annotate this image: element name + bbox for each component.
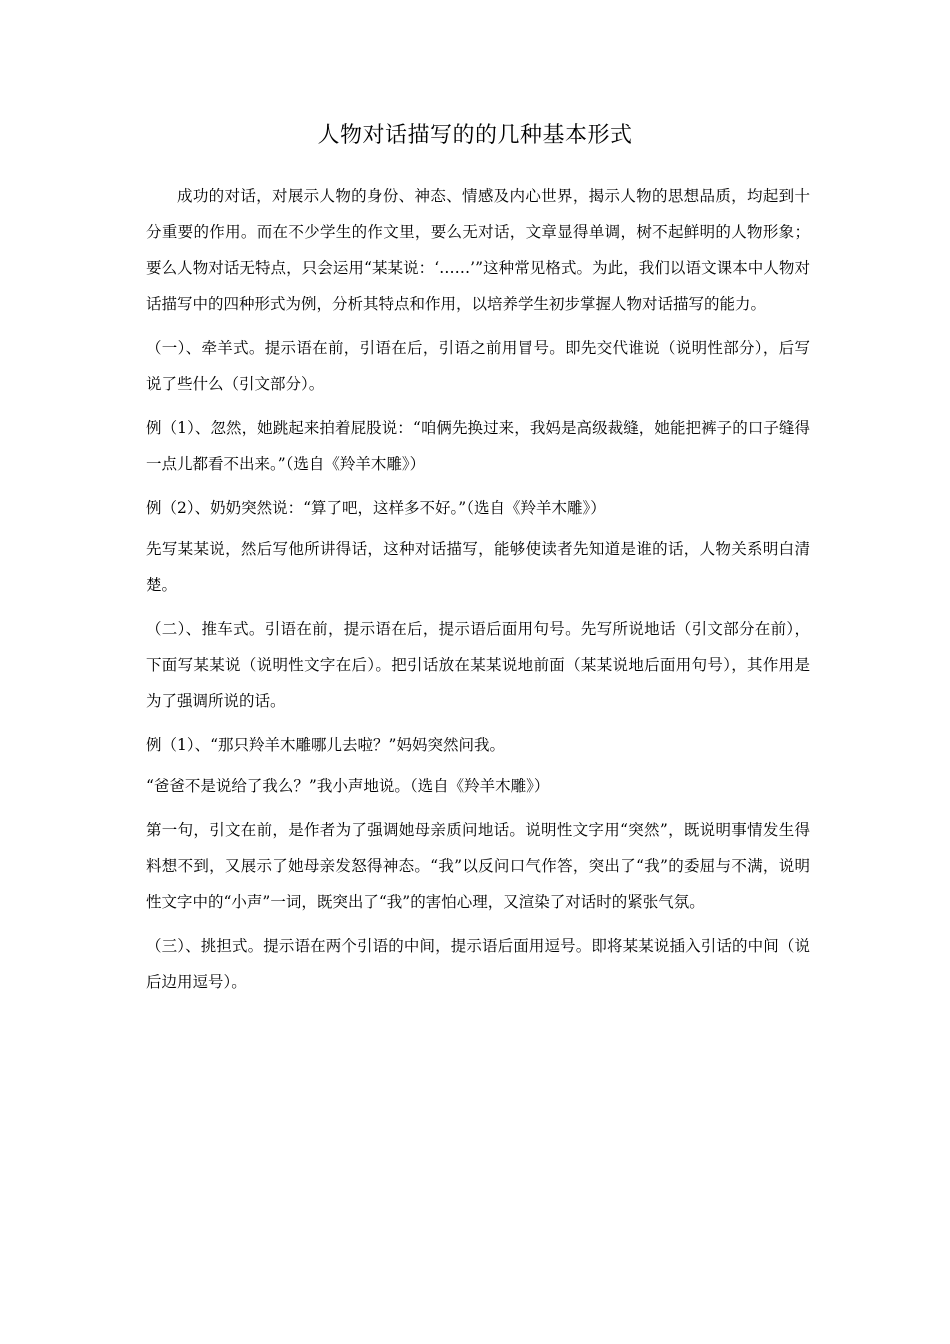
section-heading-one: （一）、牵羊式。提示语在前，引语在后，引语之前用冒号。即先交代谁说（说明性部分），后写说了些什么（引文部分）。 (146, 339, 810, 393)
section-heading-two: （二）、推车式。引语在前，提示语在后，提示语后面用句号。先写所说地话（引文部分在前），下面写某某说（说明性文字在后）。把引话放在某某说地前面（某某说地后面用句号），其作用是为了强调所说的话。 (146, 620, 810, 710)
intro-paragraph: 成功的对话，对展示人物的身份、神态、情感及内心世界，揭示人物的思想品质，均起到十分重要的作用。而在不少学生的作文里，要么无对话，文章显得单调，树不起鲜明的人物形象；要么人物对话无特点，只会运用“某某说：‘……’”这种常见格式。为此，我们以语文课本中人物对话描写中的四种形式为例，分析其特点和作用，以培养学生初步掌握人物对话描写的能力。 (146, 187, 810, 313)
example-paragraph: 例（1）、“那只羚羊木雕哪儿去啦？”妈妈突然问我。 (146, 736, 505, 754)
document-body (146, 178, 810, 1008)
document-title: 人物对话描写的的几种基本形式 (317, 123, 633, 148)
example-paragraph: 例（2）、奶奶突然说：“算了吧，这样多不好。”（选自《羚羊木雕》） (146, 499, 606, 517)
section-heading-three: （三）、挑担式。提示语在两个引语的中间，提示语后面用逗号。即将某某说插入引话的中间（说后边用逗号）。 (146, 937, 810, 991)
analysis-paragraph: 先写某某说，然后写他所讲得话，这种对话描写，能够使读者先知道是谁的话，人物关系明白清楚。 (146, 540, 810, 594)
analysis-paragraph: 第一句，引文在前，是作者为了强调她母亲质问地话。说明性文字用“突然”，既说明事情发生得料想不到，又展示了她母亲发怒得神态。“我”以反问口气作答，突出了“我”的委屈与不满，说明性文字中的“小声”一词，既突出了“我”的害怕心理，又渲染了对话时的紧张气氛。 (146, 821, 810, 911)
example-paragraph: 例（1）、忽然，她跳起来拍着屁股说：“咱俩先换过来，我妈是高级裁缝，她能把裤子的口子缝得一点儿都看不出来。”（选自《羚羊木雕》） (146, 419, 810, 473)
example-paragraph: “爸爸不是说给了我么？”我小声地说。（选自《羚羊木雕》） (146, 777, 550, 795)
